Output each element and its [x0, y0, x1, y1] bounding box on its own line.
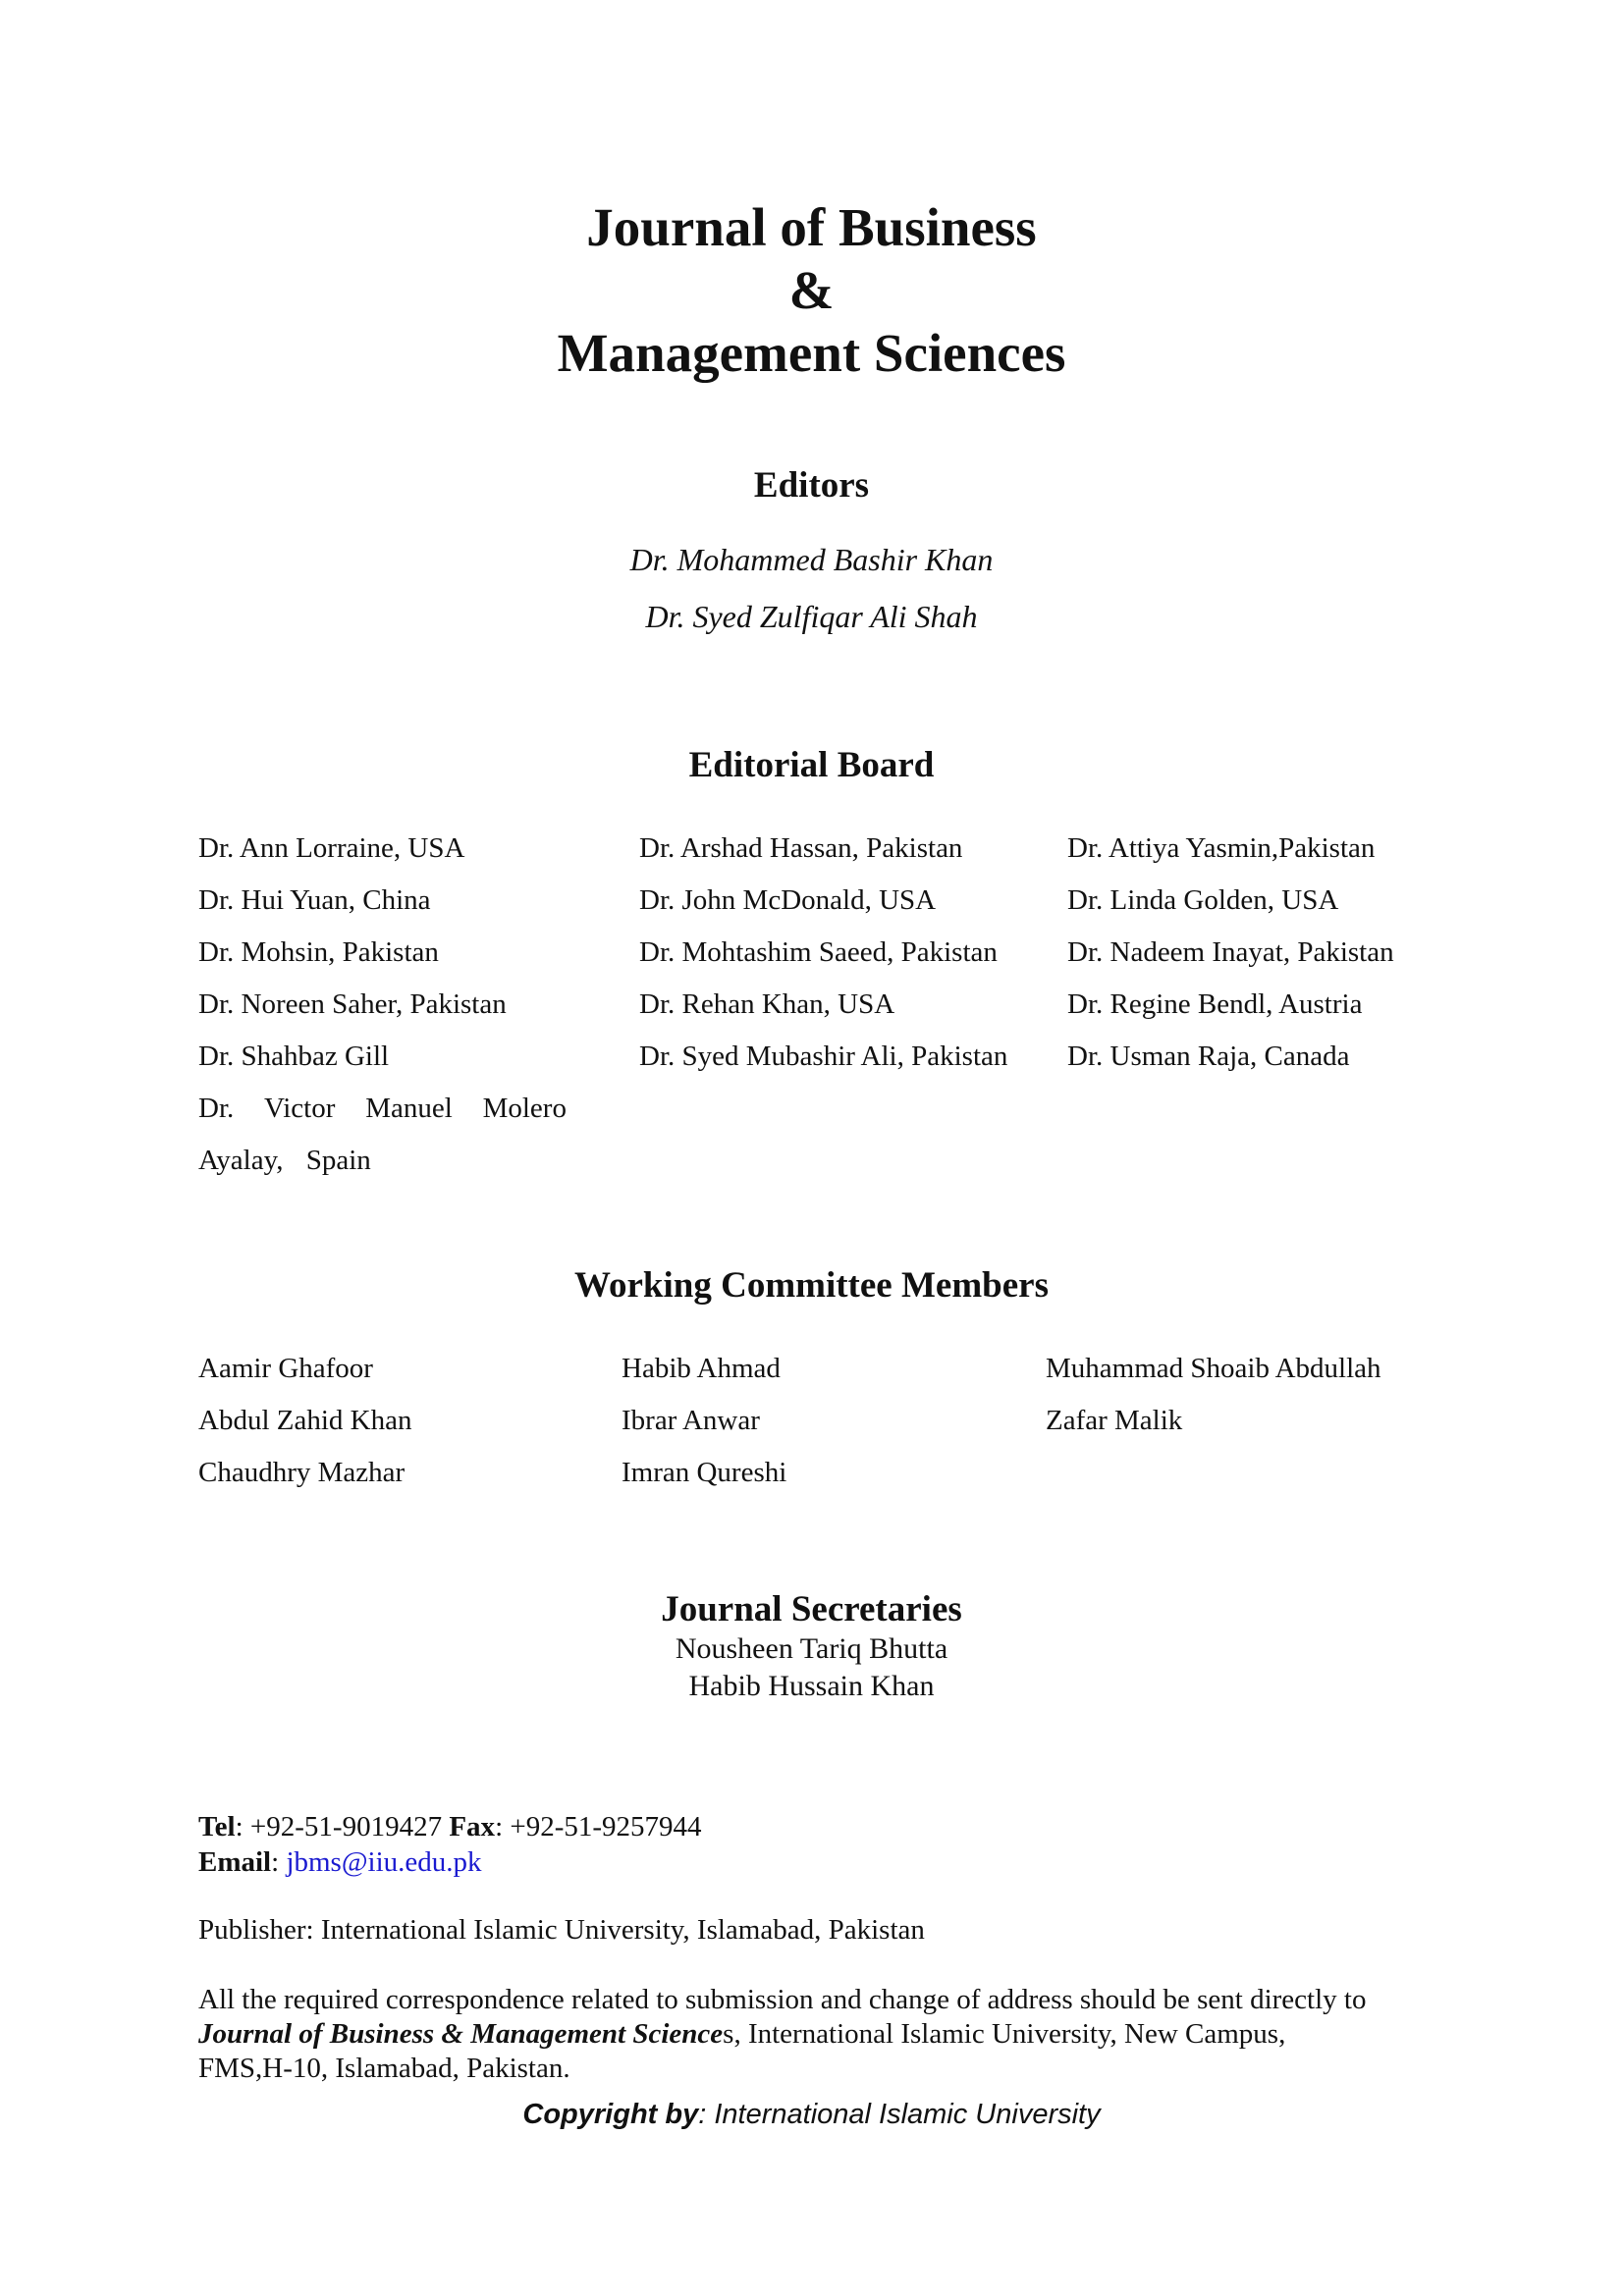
board-member: Dr. Nadeem Inayat, Pakistan — [1067, 936, 1394, 968]
board-member: Dr. Mohsin, Pakistan — [198, 936, 439, 968]
board-member-word: Victor — [264, 1093, 336, 1124]
working-committee-column-2 — [622, 1343, 786, 1499]
copyright-value: : International Islamic University — [698, 2099, 1101, 2130]
correspondence-paragraph — [198, 1983, 1475, 2086]
phone-fax-line — [198, 1809, 702, 1844]
editorial-board-column-2 — [639, 823, 1007, 1083]
board-member: Dr. Ann Lorraine, USA — [198, 832, 465, 864]
correspondence-line-1: All the required correspondence related to submission and change of address should be sent directly to — [198, 1984, 1367, 2015]
editorial-board-column-1 — [198, 823, 567, 1187]
board-member: Ayalay, Spain — [198, 1145, 371, 1176]
committee-member: Chaudhry Mazhar — [198, 1457, 406, 1488]
secretary-name: Nousheen Tariq Bhutta — [675, 1632, 948, 1665]
copyright-label: Copyright by — [522, 2099, 699, 2130]
copyright-line — [0, 2097, 1623, 2132]
editor-name: Dr. Mohammed Bashir Khan — [629, 542, 994, 577]
tel-value: : +92-51-9019427 — [235, 1811, 450, 1842]
board-member: Dr. Shahbaz Gill — [198, 1041, 390, 1072]
board-member-word: Manuel — [365, 1093, 453, 1124]
email-separator: : — [271, 1846, 287, 1878]
board-member: Dr. Rehan Khan, USA — [639, 988, 895, 1020]
board-member: Dr. Hui Yuan, China — [198, 884, 431, 916]
board-member: Dr. Attiya Yasmin,Pakistan — [1067, 832, 1376, 864]
committee-member: Imran Qureshi — [622, 1457, 787, 1488]
publisher-line: Publisher: International Islamic University, Islamabad, Pakistan — [198, 1914, 925, 1946]
board-member: Dr. Usman Raja, Canada — [1067, 1041, 1350, 1072]
secretaries-heading: Journal Secretaries — [661, 1589, 962, 1629]
board-member: Dr. John McDonald, USA — [639, 884, 937, 916]
working-committee-column-1 — [198, 1343, 411, 1499]
email-label: Email — [198, 1846, 272, 1878]
board-member: Dr. Arshad Hassan, Pakistan — [639, 832, 963, 864]
board-member: Dr. Mohtashim Saeed, Pakistan — [639, 936, 998, 968]
committee-member: Muhammad Shoaib Abdullah — [1046, 1353, 1381, 1384]
fax-label: Fax — [449, 1811, 496, 1842]
email-line — [198, 1844, 482, 1880]
fax-value: : +92-51-9257944 — [495, 1811, 702, 1842]
editorial-board-heading: Editorial Board — [688, 745, 935, 785]
board-member-word: Molero — [482, 1093, 567, 1124]
board-member — [198, 1083, 567, 1135]
journal-name: Journal of Business & Management Science — [198, 2018, 724, 2050]
editors-heading: Editors — [753, 465, 870, 506]
journal-title-line-1: Journal of Business — [586, 197, 1037, 257]
correspondence-line-3: FMS,H-10, Islamabad, Pakistan. — [198, 2053, 570, 2084]
editorial-board-column-3 — [1067, 823, 1394, 1083]
board-member-word: Dr. — [198, 1093, 235, 1124]
board-member: Dr. Linda Golden, USA — [1067, 884, 1339, 916]
correspondence-line-2-rest: s, International Islamic University, New Campus, — [723, 2018, 1286, 2050]
email-link[interactable]: jbms@iiu.edu.pk — [286, 1846, 482, 1878]
tel-label: Tel — [198, 1811, 236, 1842]
committee-member: Zafar Malik — [1046, 1405, 1183, 1436]
correspondence-line-2 — [198, 2017, 1475, 2052]
committee-member: Habib Ahmad — [622, 1353, 781, 1384]
editor-name: Dr. Syed Zulfiqar Ali Shah — [645, 599, 978, 634]
working-committee-heading: Working Committee Members — [574, 1265, 1049, 1306]
committee-member: Abdul Zahid Khan — [198, 1405, 412, 1436]
journal-title-line-3: Management Sciences — [557, 323, 1066, 383]
working-committee-column-3 — [1046, 1343, 1381, 1447]
committee-member: Ibrar Anwar — [622, 1405, 760, 1436]
committee-member: Aamir Ghafoor — [198, 1353, 373, 1384]
board-member: Dr. Syed Mubashir Ali, Pakistan — [639, 1041, 1008, 1072]
secretary-name: Habib Hussain Khan — [688, 1670, 935, 1702]
board-member: Dr. Regine Bendl, Austria — [1067, 988, 1363, 1020]
board-member: Dr. Noreen Saher, Pakistan — [198, 988, 507, 1020]
journal-title-line-2: & — [788, 260, 835, 320]
